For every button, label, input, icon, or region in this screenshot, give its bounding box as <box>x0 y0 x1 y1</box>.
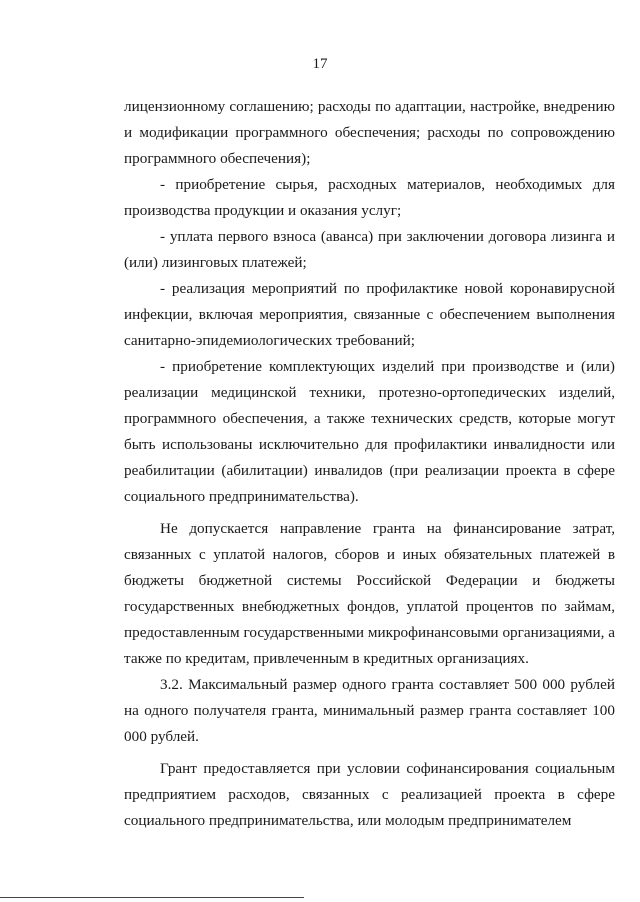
paragraph-medical-components: - приобретение комплектующих изделий при производстве и (или) реализации медицинской техники, протезно-ортопедических изделий, программного обеспечения, а также технических средств, которые могут быть использованы исключительно для профилактики инвалидности или реабилитации (абилитации) инвалидов (при реализации проекта в сфере социального предпринимательства). <box>124 358 615 505</box>
paragraph-leasing: - уплата первого взноса (аванса) при заключении договора лизинга и (или) лизинговых платежей; <box>124 228 615 271</box>
page-number: 17 <box>312 56 328 72</box>
document-body <box>124 94 615 834</box>
paragraph-software-expenses: лицензионному соглашению; расходы по адаптации, настройке, внедрению и модификации программного обеспечения; расходы по сопровождению программного обеспечения); <box>124 98 615 167</box>
paragraph-raw-materials: - приобретение сырья, расходных материалов, необходимых для производства продукции и оказания услуг; <box>124 176 615 219</box>
paragraph-not-allowed: Не допускается направление гранта на финансирование затрат, связанных с уплатой налогов, сборов и иных обязательных платежей в бюджеты бюджетной системы Российской Федерации и бюджеты государственных внебюджетных фондов, уплатой процентов по займам, предоставленным государственными микрофинансовыми организациями, а также по кредитам, привлеченным в кредитных организациях. <box>124 520 615 667</box>
paragraph-cofinancing: Грант предоставляется при условии софинансирования социальным предприятием расходов, связанных с реализацией проекта в сфере социального предпринимательства, или молодым предпринимателем <box>124 760 615 829</box>
footnote-divider <box>0 897 304 898</box>
paragraph-grant-size: 3.2. Максимальный размер одного гранта составляет 500 000 рублей на одного получателя гранта, минимальный размер гранта составляет 100 000 рублей. <box>124 676 615 745</box>
paragraph-covid-prevention: - реализация мероприятий по профилактике новой коронавирусной инфекции, включая мероприятия, связанные с обеспечением выполнения санитарно-эпидемиологических требований; <box>124 280 615 349</box>
